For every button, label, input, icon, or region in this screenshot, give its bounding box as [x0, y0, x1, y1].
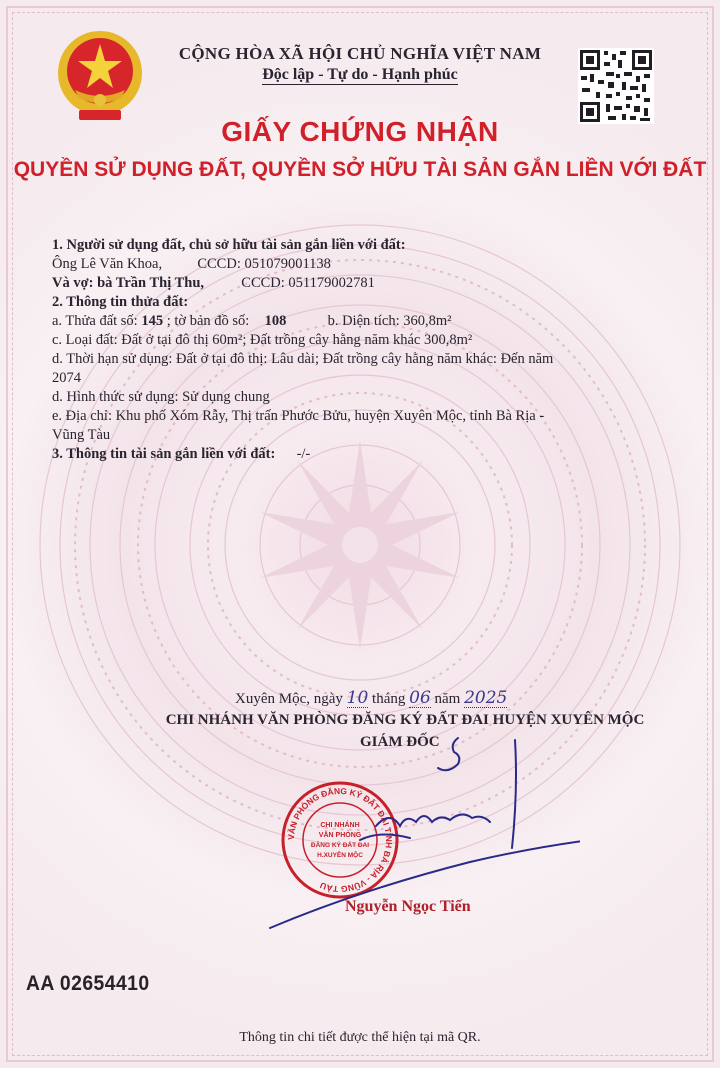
certificate-subtitle: QUYỀN SỬ DỤNG ĐẤT, QUYỀN SỞ HỮU TÀI SẢN GẮN LIỀN VỚI ĐẤT — [13, 158, 707, 181]
spouse-id-label: CCCD: — [241, 275, 285, 291]
owner-row — [52, 255, 652, 274]
area-label: b. Diện tích: — [327, 313, 400, 329]
seal-center-line2: VĂN PHÒNG — [318, 832, 362, 839]
section3-value: -/- — [296, 446, 311, 462]
owner-id-label: CCCD: — [197, 256, 241, 272]
term-line-1: d. Thời hạn sử dụng: Đất ở tại đô thị: Lâu dài; Đất trồng cây hằng năm khác: Đến năm — [52, 351, 554, 367]
section3-row — [52, 445, 652, 464]
month-label: tháng — [372, 691, 406, 707]
spouse-row — [52, 274, 652, 293]
land-type: c. Loại đất: Đất ở tại đô thị 60m²; Đất trồng cây hằng năm khác 300,8m² — [52, 332, 473, 348]
signer-name: Nguyễn Ngọc Tiến — [345, 898, 471, 915]
spouse-name: Và vợ: bà Trần Thị Thu, — [52, 275, 205, 291]
parcel-label: a. Thửa đất số: — [52, 313, 138, 329]
owner-name: Ông Lê Văn Khoa, — [52, 256, 163, 272]
national-motto — [150, 66, 570, 84]
certificate-body — [52, 236, 652, 464]
map-number: 108 — [264, 313, 287, 329]
section3-heading: 3. Thông tin tài sản gắn liền với đất: — [52, 446, 276, 462]
signing-place: Xuyên Mộc, ngày — [235, 691, 343, 707]
address-line-1: e. Địa chỉ: Khu phố Xóm Rẫy, Thị trấn Phước Bửu, huyện Xuyên Mộc, tỉnh Bà Rịa - — [52, 408, 545, 424]
parcel-number: 145 — [141, 313, 164, 329]
signing-date — [235, 688, 507, 708]
year-label: năm — [434, 691, 461, 707]
issuing-organization: CHI NHÁNH VĂN PHÒNG ĐĂNG KÝ ĐẤT ĐAI HUYỆN XUYÊN MỘC — [165, 712, 645, 728]
map-label: ; tờ bản đồ số: — [166, 313, 250, 329]
signing-year: 2025 — [464, 688, 508, 708]
spouse-id: 051179002781 — [288, 275, 375, 291]
seal-center-line4: H.XUYÊN MỘC — [317, 852, 363, 859]
country-name: CỘNG HÒA XÃ HỘI CHỦ NGHĨA VIỆT NAM — [178, 44, 542, 63]
signing-day: 10 — [346, 688, 369, 708]
seal-ring-text: VĂN PHÒNG ĐĂNG KÝ ĐẤT ĐAI TỈNH BÀ RỊA - VŨNG TÀU — [285, 785, 395, 895]
area-value: 360,8m² — [403, 313, 452, 329]
section2-heading: 2. Thông tin thửa đất: — [52, 294, 189, 310]
seal-center-line1: CHI NHÁNH — [320, 822, 360, 829]
footer-note: Thông tin chi tiết được thể hiện tại mã QR. — [239, 1030, 481, 1045]
serial-number: AA 02654410 — [26, 972, 150, 995]
signing-month: 06 — [409, 688, 431, 708]
signer-position: GIÁM ĐỐC — [360, 734, 440, 750]
national-emblem-icon — [55, 28, 145, 128]
section1-heading: 1. Người sử dụng đất, chủ sở hữu tài sản gắn liền với đất: — [52, 237, 406, 253]
parcel-row — [52, 312, 652, 331]
address-line-2: Vũng Tàu — [52, 427, 111, 443]
motto-text: Độc lập - Tự do - Hạnh phúc — [262, 66, 458, 83]
owner-id: 051079001138 — [244, 256, 331, 272]
usage-form: d. Hình thức sử dụng: Sử dụng chung — [52, 389, 270, 405]
seal-center-line3: ĐĂNG KÝ ĐẤT ĐAI — [310, 842, 370, 849]
qr-code-icon — [578, 48, 654, 124]
term-line-2: 2074 — [52, 370, 81, 386]
certificate-title: GIẤY CHỨNG NHẬN — [221, 116, 499, 147]
